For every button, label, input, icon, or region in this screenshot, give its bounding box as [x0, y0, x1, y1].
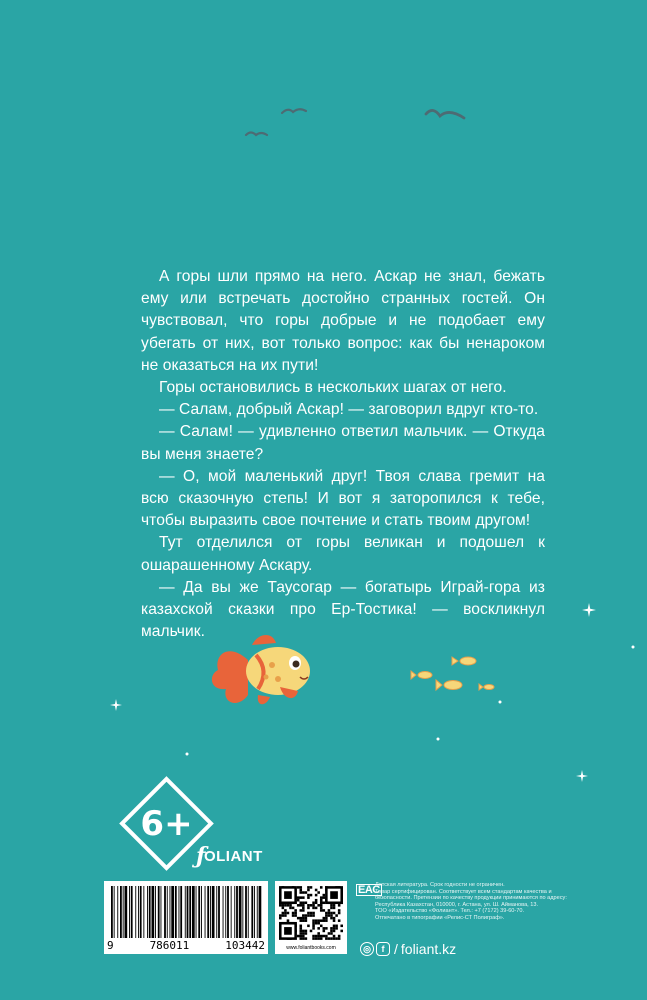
legal-line: ТОО «Издательство «Фолиант». Тел.: +7 (7172) 39-60-70.: [375, 908, 525, 915]
barcode-digit-group: 786011: [149, 939, 190, 952]
eac-certification-mark: EAC: [358, 884, 380, 896]
qr-code[interactable]: [275, 881, 347, 954]
legal-line: Детская литература. Срок годности не ограничен.: [375, 882, 505, 888]
story-paragraph: — Да вы же Таусогар — богатырь Играй-гора из казахской сказки про Ер-Тостика! — воскликнул мальчик.: [141, 578, 545, 641]
barcode-digit-group: 103442: [225, 939, 265, 952]
instagram-icon[interactable]: ◎: [360, 942, 374, 956]
social-handle[interactable]: foliant.kz: [400, 941, 457, 957]
story-paragraph: — О, мой маленький друг! Твоя слава гремит на всю сказочную степь! И вот я заторопился к тебе, чтобы выразить свое почтение и стать твоим другом!: [141, 467, 545, 530]
barcode-digit-group: 9: [107, 939, 114, 952]
legal-info: [375, 882, 575, 922]
sparkle-icon: [110, 699, 122, 711]
seagulls-illustration: [0, 0, 647, 200]
barcode-number: [107, 939, 265, 952]
story-paragraph: — Салам! — удивленно ответил мальчик. — Откуда вы меня знаете?: [141, 423, 545, 463]
barcode-bars-icon: [110, 886, 262, 938]
social-links[interactable]: ◎ f / foliant.kz: [360, 941, 456, 957]
seagull-icon: [282, 109, 306, 113]
golden-fish-icon: [212, 635, 310, 704]
qr-code-icon: [279, 885, 343, 941]
story-excerpt: [141, 266, 545, 643]
seagull-icon: [246, 133, 267, 136]
seagull-icon: [426, 110, 464, 118]
publisher-logo-text: OLIANT: [203, 847, 263, 865]
story-paragraph: — Салам, добрый Аскар! — заговорил вдруг кто-то.: [159, 401, 539, 419]
legal-line: Отпечатано в типографии «Релис-СТ Полиграф».: [375, 914, 505, 921]
isbn-barcode: [104, 881, 268, 954]
age-rating-text: 6+: [140, 803, 193, 844]
foliant-f-icon: ƒ: [196, 843, 206, 869]
fish-illustration: [200, 625, 520, 735]
story-paragraph: Тут отделился от горы великан и подошел к ошарашенному Аскару.: [141, 534, 545, 574]
story-paragraph: А горы шли прямо на него. Аскар не знал, бежать ему или встречать достойно странных гостей. Он чувствовал, что горы добрые и не подобает ему убегать от них, вот только вопрос: как бы ненароком не оказаться на их пути!: [141, 268, 545, 374]
dot-icon: [631, 645, 635, 649]
story-paragraph: Горы остановились в нескольких шагах от него.: [159, 379, 507, 397]
publisher-logo: [196, 843, 263, 869]
sparkle-icon: [576, 770, 588, 782]
dot-icon: [185, 752, 189, 756]
qr-url: www.foliantbooks.com: [286, 945, 336, 951]
facebook-icon[interactable]: f: [376, 942, 390, 956]
dot-icon: [436, 737, 440, 741]
small-fish-icon: [411, 657, 494, 690]
legal-line: Товар сертифицирован. Соответствует всем стандартам качества и безопасности. Претензии по качеству продукции принимаются по адресу: Республика Казахстан, 010000, г. Астана, ул. Ш. Айманова, 13.: [375, 888, 567, 908]
sparkle-icon: [582, 603, 596, 617]
